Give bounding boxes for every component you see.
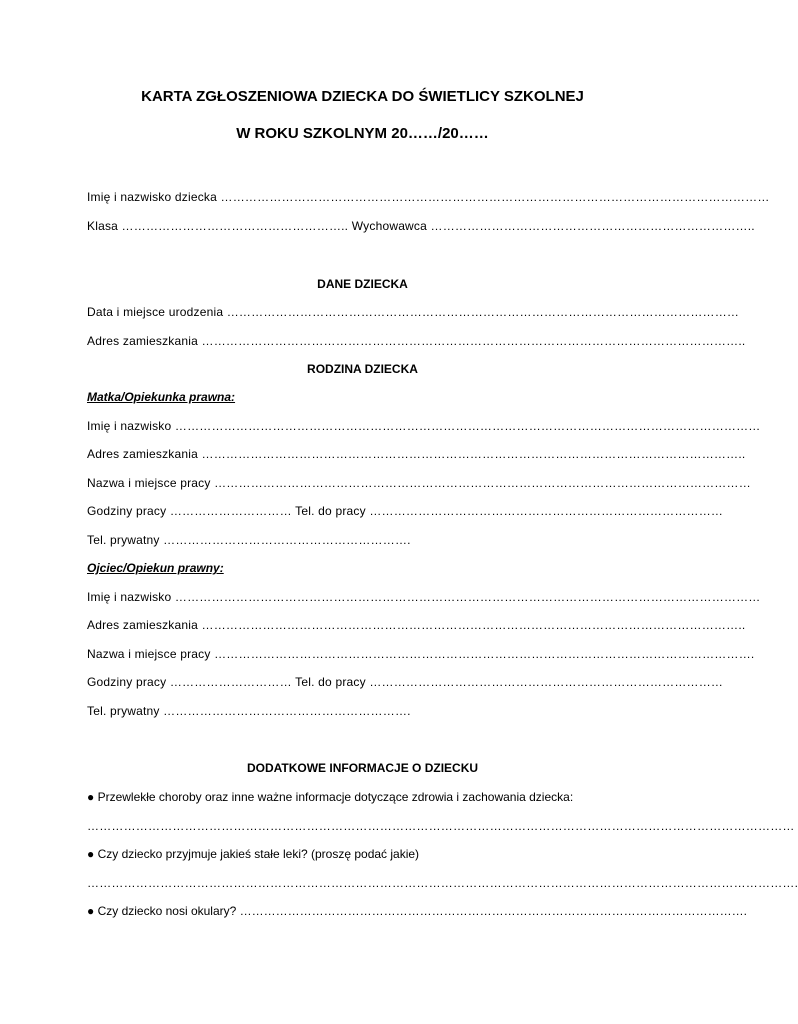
father-hours-phone-field[interactable]: Godziny pracy ………………………… Tel. do pracy …………………………………………………………………………… xyxy=(87,675,724,689)
form-title: KARTA ZGŁOSZENIOWA DZIECKA DO ŚWIETLICY SZKOLNEJ xyxy=(141,88,584,105)
family-heading: RODZINA DZIECKA xyxy=(307,362,418,376)
mother-name-field[interactable]: Imię i nazwisko ……………………………………………………………………………………………………………………………… xyxy=(87,419,761,433)
child-address-field[interactable]: Adres zamieszkania …………………………………………………………………………………………………………………….. xyxy=(87,334,746,348)
class-teacher-field[interactable]: Klasa ……………………………………………….. Wychowawca …………………………………………………………………….. xyxy=(87,219,755,233)
child-data-heading: DANE DZIECKA xyxy=(317,277,408,291)
father-work-field[interactable]: Nazwa i miejsce pracy ……………………………………………………………………………………………………………………. xyxy=(87,647,755,661)
father-address-field[interactable]: Adres zamieszkania …………………………………………………………………………………………………………………….. xyxy=(87,618,746,632)
father-heading: Ojciec/Opiekun prawny: xyxy=(87,561,224,575)
additional-info-heading: DODATKOWE INFORMACJE O DZIECKU xyxy=(246,761,479,775)
school-year-title: W ROKU SZKOLNYM 20……/20…… xyxy=(236,125,489,142)
glasses-question-field[interactable]: ● Czy dziecko nosi okulary? ………………………………………………………………………………………………………………. xyxy=(87,904,747,918)
health-answer-field[interactable]: ………………………………………………………………………………………………………………………………………………………… xyxy=(87,819,795,833)
father-name-field[interactable]: Imię i nazwisko ……………………………………………………………………………………………………………………………… xyxy=(87,590,761,604)
child-name-field[interactable]: Imię i nazwisko dziecka ……………………………………………………………………………………………………………………… xyxy=(87,190,770,204)
mother-heading: Matka/Opiekunka prawna: xyxy=(87,390,236,404)
medication-question: ● Czy dziecko przyjmuje jakieś stałe leki? (proszę podać jakie) xyxy=(87,847,420,861)
health-question: ● Przewlekłe choroby oraz inne ważne informacje dotyczące zdrowia i zachowania dziecka: xyxy=(87,790,574,804)
medication-answer-field[interactable]: …………………………………………………………………………………………………………………………………………………………. xyxy=(87,876,798,890)
father-private-phone-field[interactable]: Tel. prywatny ……………………………………………………. xyxy=(87,704,411,718)
mother-hours-phone-field[interactable]: Godziny pracy ………………………… Tel. do pracy …………………………………………………………………………… xyxy=(87,504,724,518)
birth-date-place-field[interactable]: Data i miejsce urodzenia ……………………………………………………………………………………………………………… xyxy=(87,305,740,319)
mother-private-phone-field[interactable]: Tel. prywatny ……………………………………………………. xyxy=(87,533,411,547)
mother-work-field[interactable]: Nazwa i miejsce pracy …………………………………………………………………………………………………………………… xyxy=(87,476,751,490)
mother-address-field[interactable]: Adres zamieszkania …………………………………………………………………………………………………………………….. xyxy=(87,447,746,461)
